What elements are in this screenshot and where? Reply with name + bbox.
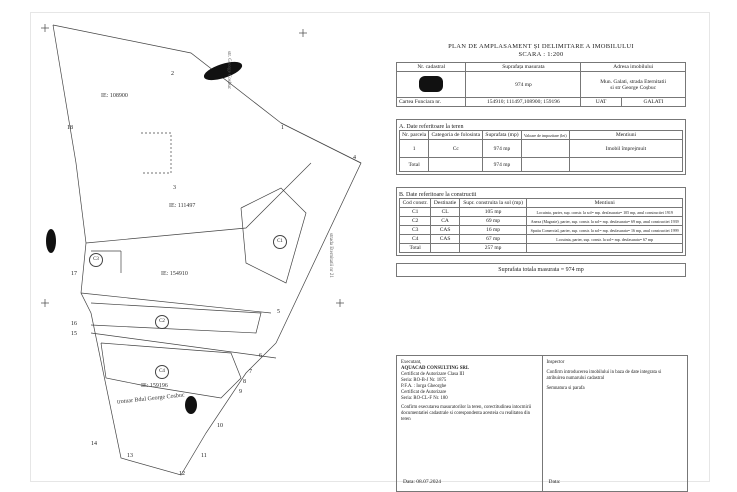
sig-line: Semnatura si parafa	[546, 386, 585, 391]
table-cell	[431, 244, 459, 253]
table-cell: C4	[400, 235, 431, 244]
redacted-cell	[397, 72, 466, 98]
sig-line: Confirm executarea masuratorilor la teren, corectitudinea intocmirii	[401, 405, 532, 410]
sig-line: Inspector	[546, 360, 565, 365]
table-cell: 1	[400, 140, 429, 158]
point-label: 2	[171, 71, 174, 77]
table-cell: CA	[431, 217, 459, 226]
sig-line: Seria: RO-B-J Nr. 1875	[401, 378, 447, 383]
col-nr-cadastral: Nr. cadastral	[397, 63, 466, 72]
point-label: 12	[179, 471, 185, 477]
table-cell: 67 mp	[459, 235, 527, 244]
col-surface: Suprafața masurata	[466, 63, 581, 72]
sig-line: Seria: RO-CL-F Nr. 180	[401, 396, 448, 401]
table-cell	[521, 158, 569, 172]
address-line: si str George Coșbuc	[610, 84, 657, 91]
table-cell: CL	[431, 208, 459, 217]
table-cell: Locuinta, parter, sup. constr. la sol= mp. desfasurata= 67 mp	[527, 235, 683, 244]
table-cell: 105 mp	[459, 208, 527, 217]
section-a-heading: A. Date referitoare la teren	[399, 124, 464, 130]
total-value: 257 mp	[459, 244, 527, 253]
table-header: Mentiuni	[527, 199, 683, 208]
point-label: 16	[71, 321, 77, 327]
parcel-label: IE: 154910	[161, 271, 188, 277]
total-surface: Suprafata totala masurata = 974 mp	[396, 263, 686, 277]
street-label: trotuar Bdul George Cosbuc	[116, 392, 185, 406]
cadastral-table	[396, 62, 686, 107]
sig-line: Certificat de Autorizare Clasa III	[401, 372, 465, 377]
parcel-label: IE: 108900	[101, 93, 128, 99]
point-label: 5	[277, 309, 280, 315]
table-cell: CAS	[431, 226, 459, 235]
scale-line: SCARA : 1:200	[518, 51, 564, 58]
point-label: 17	[71, 271, 77, 277]
sig-line: AQUACAD CONSULTING SRL	[401, 366, 470, 371]
redaction-blob	[46, 229, 56, 253]
point-label: 7	[249, 369, 252, 375]
point-label: 9	[239, 389, 242, 395]
sig-line: Confirm introducerea imobilului in baza de date integrata si	[546, 370, 662, 375]
plan-info-panel	[396, 43, 686, 485]
table-header: Nr. parcela	[400, 131, 429, 140]
construction-marker: C4	[155, 365, 169, 379]
table-cell: C1	[400, 208, 431, 217]
table-header: Supr. construita la sol (mp)	[459, 199, 527, 208]
cf-value: 154910; 111497,108900; 159196	[466, 98, 581, 107]
table-cell: Cc	[429, 140, 483, 158]
inspector-date: Data:	[548, 479, 561, 485]
table-header: Categoria de folosinta	[429, 131, 483, 140]
inspector-column	[542, 356, 688, 491]
land-table	[399, 130, 683, 172]
point-label: 11	[201, 453, 207, 459]
point-label: 8	[243, 379, 246, 385]
address-cell	[581, 72, 686, 98]
total-value: 974 mp	[483, 158, 521, 172]
point-label: 14	[91, 441, 97, 447]
street-label: strada Eternitatii nr 21	[328, 233, 333, 278]
section-b	[396, 187, 686, 256]
col-address: Adresa imobilului	[581, 63, 686, 72]
construction-marker: C1	[273, 235, 287, 249]
point-label: 1	[281, 125, 284, 131]
cf-label: Cartea Funciara nr.	[397, 98, 466, 107]
table-header: Suprafata (mp)	[483, 131, 521, 140]
table-cell: 69 mp	[459, 217, 527, 226]
point-label: 18	[67, 125, 73, 131]
point-label: 15	[71, 331, 77, 337]
constructions-table	[399, 198, 683, 253]
table-cell	[429, 158, 483, 172]
document-sheet	[30, 12, 710, 485]
construction-marker: C3	[89, 253, 103, 267]
site-plan-lines	[31, 13, 391, 481]
construction-marker: C2	[155, 315, 169, 329]
point-label: 13	[127, 453, 133, 459]
redaction-blob	[202, 58, 244, 84]
sig-line: Certificat de Autorizare	[401, 390, 447, 395]
signature-box	[396, 355, 688, 492]
table-cell: Imobil împrejmuit	[569, 140, 682, 158]
site-plan-drawing	[31, 13, 391, 481]
redaction-blob	[185, 396, 197, 414]
sig-line: Executant,	[401, 360, 422, 365]
table-header: Valoare de impozitare (lei)	[521, 131, 569, 140]
title-line: PLAN DE AMPLASAMENT ȘI DELIMITARE A IMOBILULUI	[448, 43, 634, 50]
point-label: 4	[353, 155, 356, 161]
table-cell: CAS	[431, 235, 459, 244]
sig-line: P.F.A. : Iorga Gheorghe	[401, 384, 447, 389]
total-label: Total	[400, 244, 431, 253]
point-label: 3	[173, 185, 176, 191]
table-cell: C3	[400, 226, 431, 235]
section-a	[396, 119, 686, 175]
table-cell	[569, 158, 682, 172]
uat-value: GALATI	[621, 98, 685, 107]
parcel-label: IE: 159196	[141, 383, 168, 389]
table-cell: Spatiu Comercial, parter, sup. constr. la sol= mp. desfasurata= 16 mp, anul constructiei 1999	[527, 226, 683, 235]
table-cell: C2	[400, 217, 431, 226]
sig-line: atribuirea numarului cadastral	[546, 376, 605, 381]
table-cell: Locuinta, parter, sup. constr. la sol= mp. desfasurata= 105 mp, anul constructiei 1919	[527, 208, 683, 217]
table-cell: 974 mp	[483, 140, 521, 158]
table-header: Destinatie	[431, 199, 459, 208]
table-cell: 16 mp	[459, 226, 527, 235]
plan-title	[396, 43, 686, 59]
surface-value: 974 mp	[466, 72, 581, 98]
total-label: Total	[400, 158, 429, 172]
address-line: Mun. Galati, strada Eternitatii	[600, 78, 667, 85]
executant-column	[397, 356, 542, 491]
point-label: 6	[259, 353, 262, 359]
executant-date: Data: 08.07.2024	[403, 479, 442, 485]
point-label: 10	[217, 423, 223, 429]
table-cell	[521, 140, 569, 158]
section-b-heading: B. Date referitoare la constructii	[399, 192, 477, 198]
parcel-label: IE: 111497	[169, 203, 196, 209]
uat-label: UAT	[581, 98, 621, 107]
table-header: Mentiuni	[569, 131, 682, 140]
street-label: str. George Cosbuc	[226, 51, 231, 90]
table-header: Cod constr.	[400, 199, 431, 208]
table-cell	[527, 244, 683, 253]
sig-line: documentatiei cadastrale si corespondenta acesteia cu realitatea din teren	[401, 411, 531, 422]
table-cell: Anexa (Magazie), parter, sup. constr. la sol= mp. desfasurata= 69 mp, anul constructiei 1939	[527, 217, 683, 226]
